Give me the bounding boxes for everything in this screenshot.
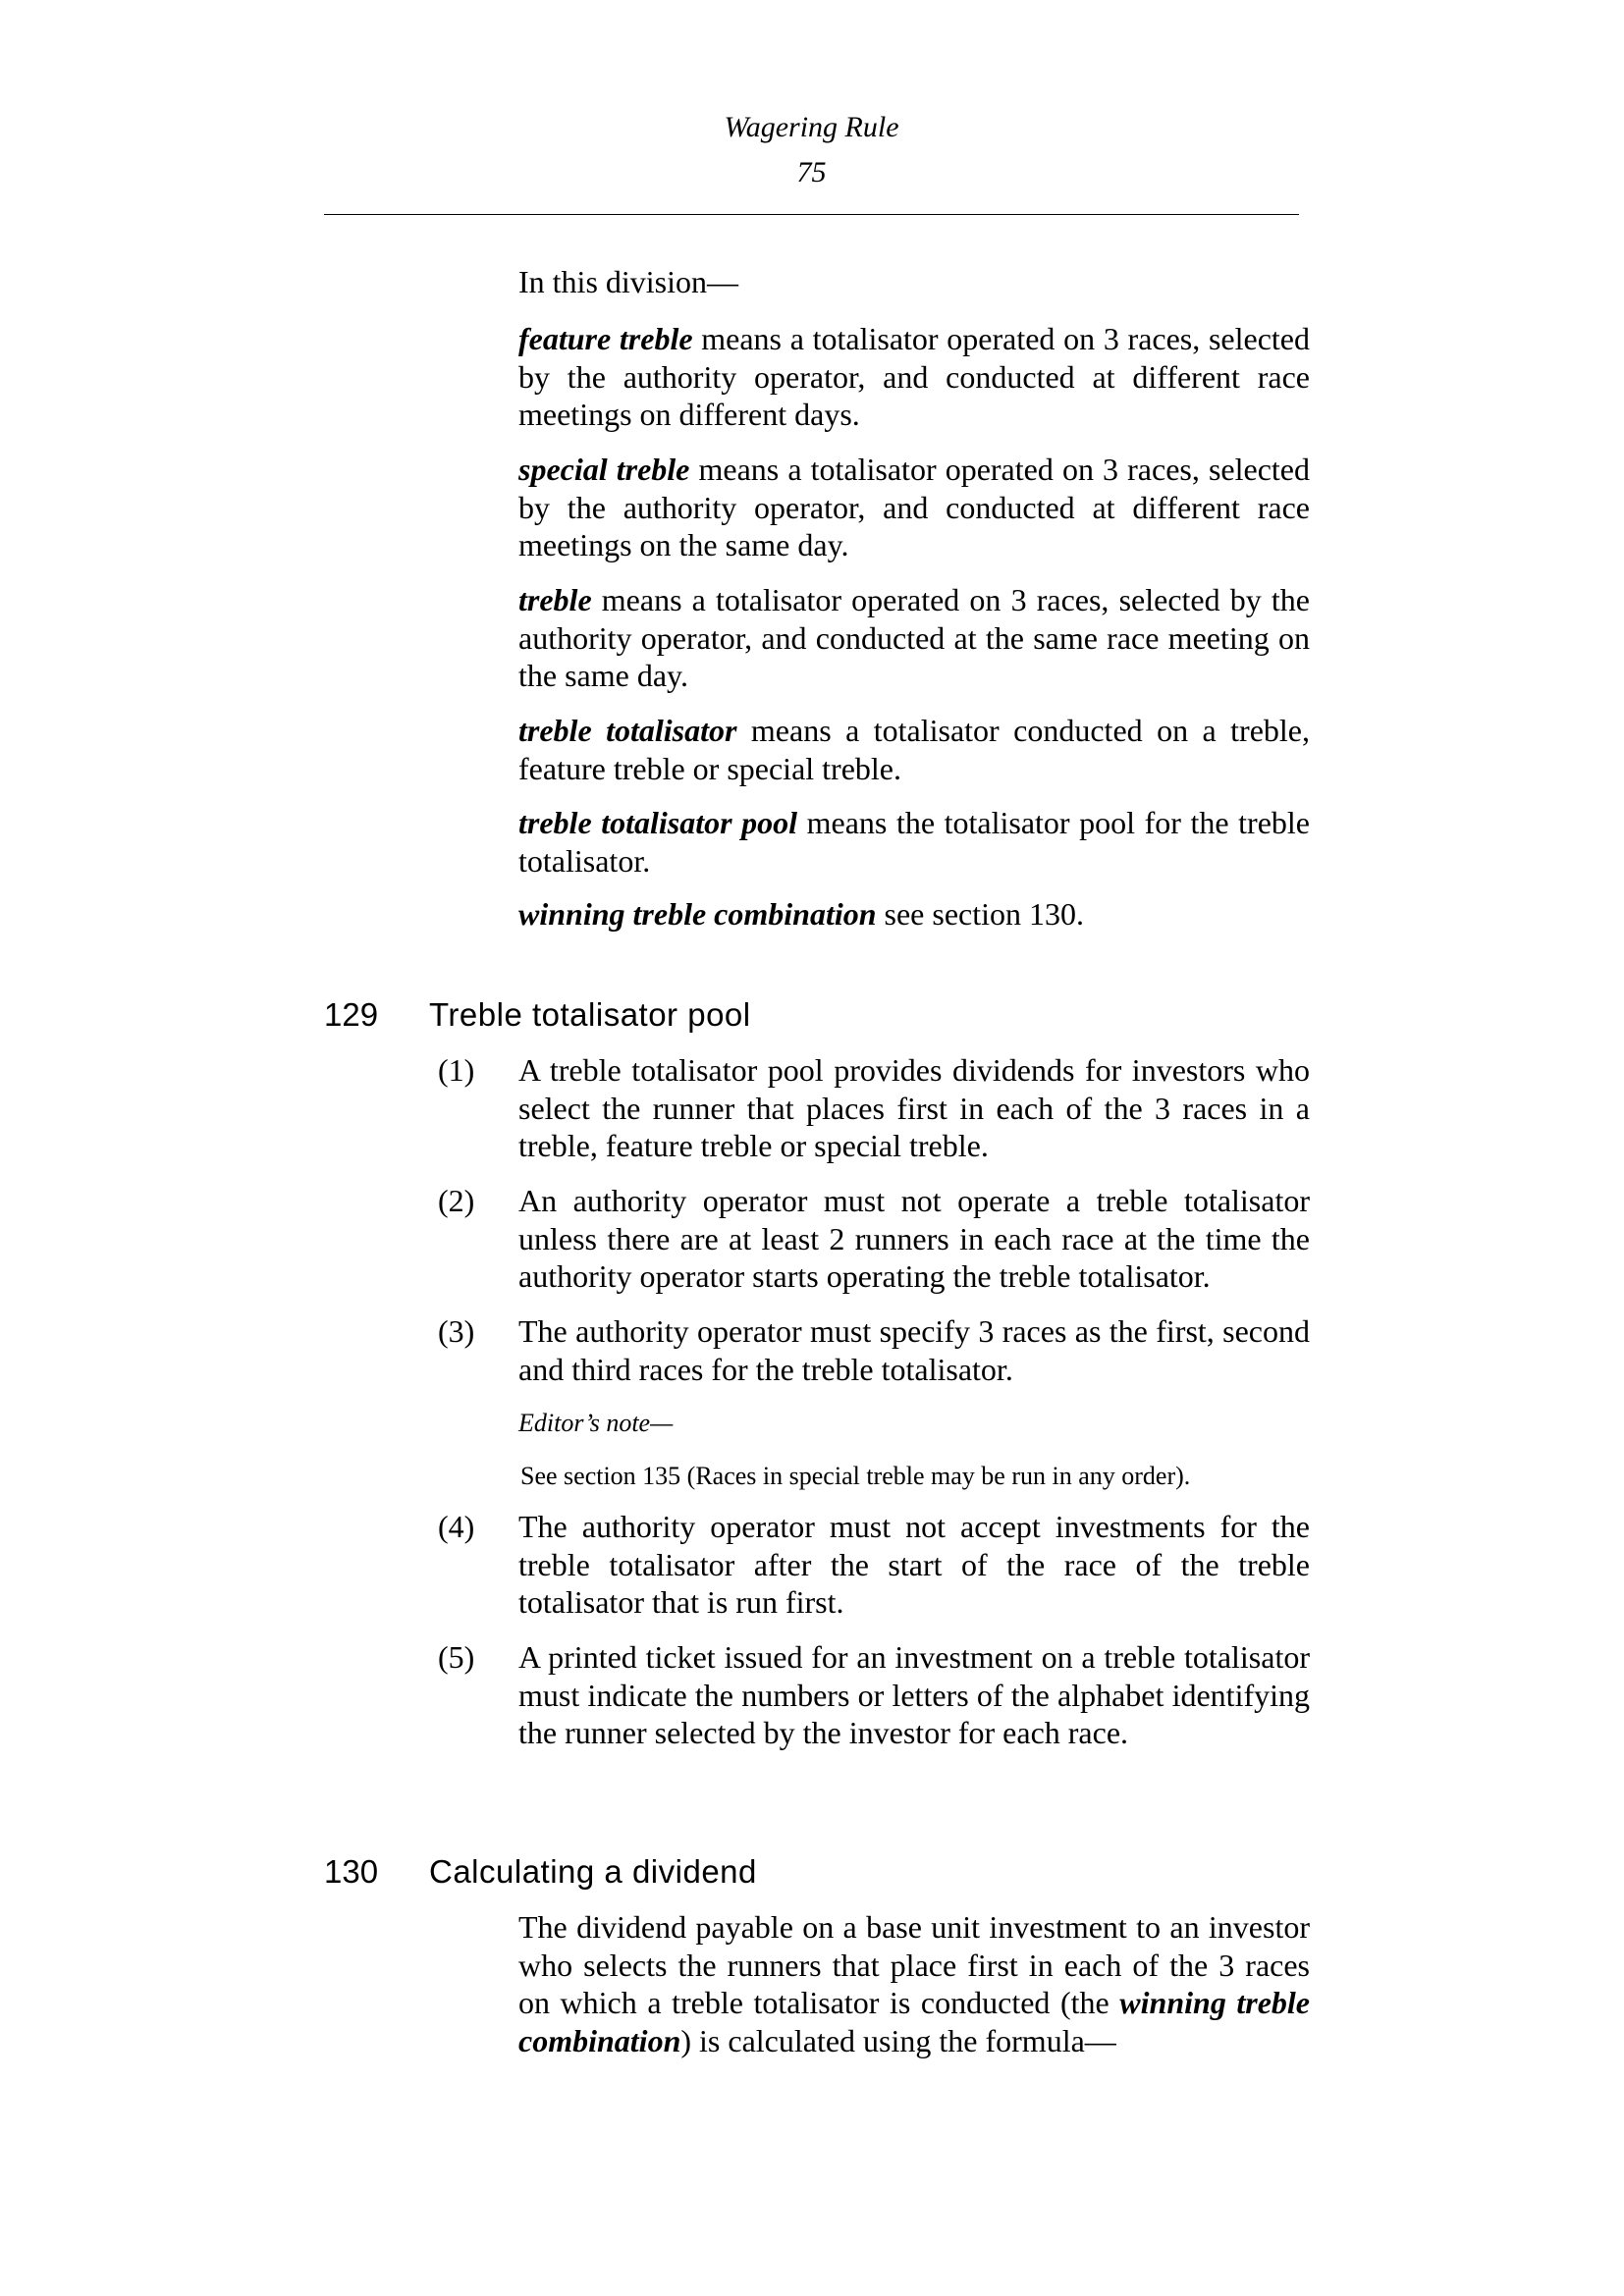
intro-text: In this division— <box>518 264 739 299</box>
subsection-number: (4) <box>438 1509 475 1544</box>
section-129-number: 129 <box>324 996 379 1033</box>
subsection-text: The authority operator must specify 3 races as the first, second and third races for the treble totalisator. <box>518 1313 1310 1387</box>
subsection-number: (5) <box>438 1639 475 1675</box>
definition-treble-totalisator-pool <box>518 804 1310 880</box>
subsection-text: The authority operator must not accept investments for the treble totalisator after the start of the race of the treble totalisator that is run first. <box>518 1509 1310 1620</box>
section-130-number: 130 <box>324 1853 379 1890</box>
subsection-number: (2) <box>438 1183 475 1218</box>
definition-winning-treble-combination <box>518 895 1310 934</box>
definition-special-treble <box>518 451 1310 564</box>
section-130-text-after: ) is calculated using the formula— <box>680 2022 1116 2058</box>
definition-text: means a totalisator operated on 3 races, selected by the authority operator, and conducted at the same race meeting on the same day. <box>518 582 1310 693</box>
definition-term: winning treble combination <box>518 896 877 932</box>
definition-term: feature treble <box>518 321 693 356</box>
definition-text: means a totalisator conducted on a treble, feature treble or special treble. <box>518 713 1311 786</box>
section-129-title: Treble totalisator pool <box>429 996 751 1033</box>
section-130-body <box>518 1908 1310 2059</box>
definition-text: means a totalisator operated on 3 races, selected by the authority operator, and conducted at different race meetings on different days. <box>518 321 1311 432</box>
editors-note-text: See section 135 (Races in special treble may be run in any order). <box>520 1462 1191 1490</box>
section-130-term: winning treble combination <box>518 1985 1311 2058</box>
definition-text: means the totalisator pool for the treble totalisator. <box>518 805 1311 879</box>
definition-treble <box>518 581 1310 695</box>
subsection-text: An authority operator must not operate a treble totalisator unless there are at least 2 runners in each race at the time the authority operator starts operating the treble totalisator. <box>518 1183 1310 1294</box>
subsection-text: A printed ticket issued for an investment on a treble totalisator must indicate the numbers or letters of the alphabet identifying the runner selected by the investor for each race. <box>518 1639 1310 1750</box>
definition-term: special treble <box>518 452 690 487</box>
section-130-text-before: The dividend payable on a base unit investment to an investor who selects the runners that place first in each of the 3 races on which a treble totalisator is conducted (the <box>518 1909 1310 2020</box>
running-head-title: Wagering Rule <box>724 111 899 143</box>
definition-text: see section 130. <box>876 896 1085 932</box>
definition-term: treble totalisator <box>518 713 737 748</box>
subsection-number: (3) <box>438 1313 475 1349</box>
header-rule <box>324 214 1299 215</box>
definition-term: treble totalisator pool <box>518 805 798 840</box>
definition-feature-treble <box>518 320 1310 434</box>
definition-term: treble <box>518 582 592 617</box>
running-head-page-number: 75 <box>796 156 827 188</box>
subsection-number: (1) <box>438 1052 475 1088</box>
section-130-title: Calculating a dividend <box>429 1853 757 1890</box>
editors-note-label: Editor’s note— <box>518 1409 674 1437</box>
definition-text: means a totalisator operated on 3 races, selected by the authority operator, and conducted at different race meetings on the same day. <box>518 452 1311 562</box>
subsection-text: A treble totalisator pool provides dividends for investors who select the runner that places first in each of the 3 races in a treble, feature treble or special treble. <box>518 1052 1310 1163</box>
definition-treble-totalisator <box>518 712 1310 787</box>
